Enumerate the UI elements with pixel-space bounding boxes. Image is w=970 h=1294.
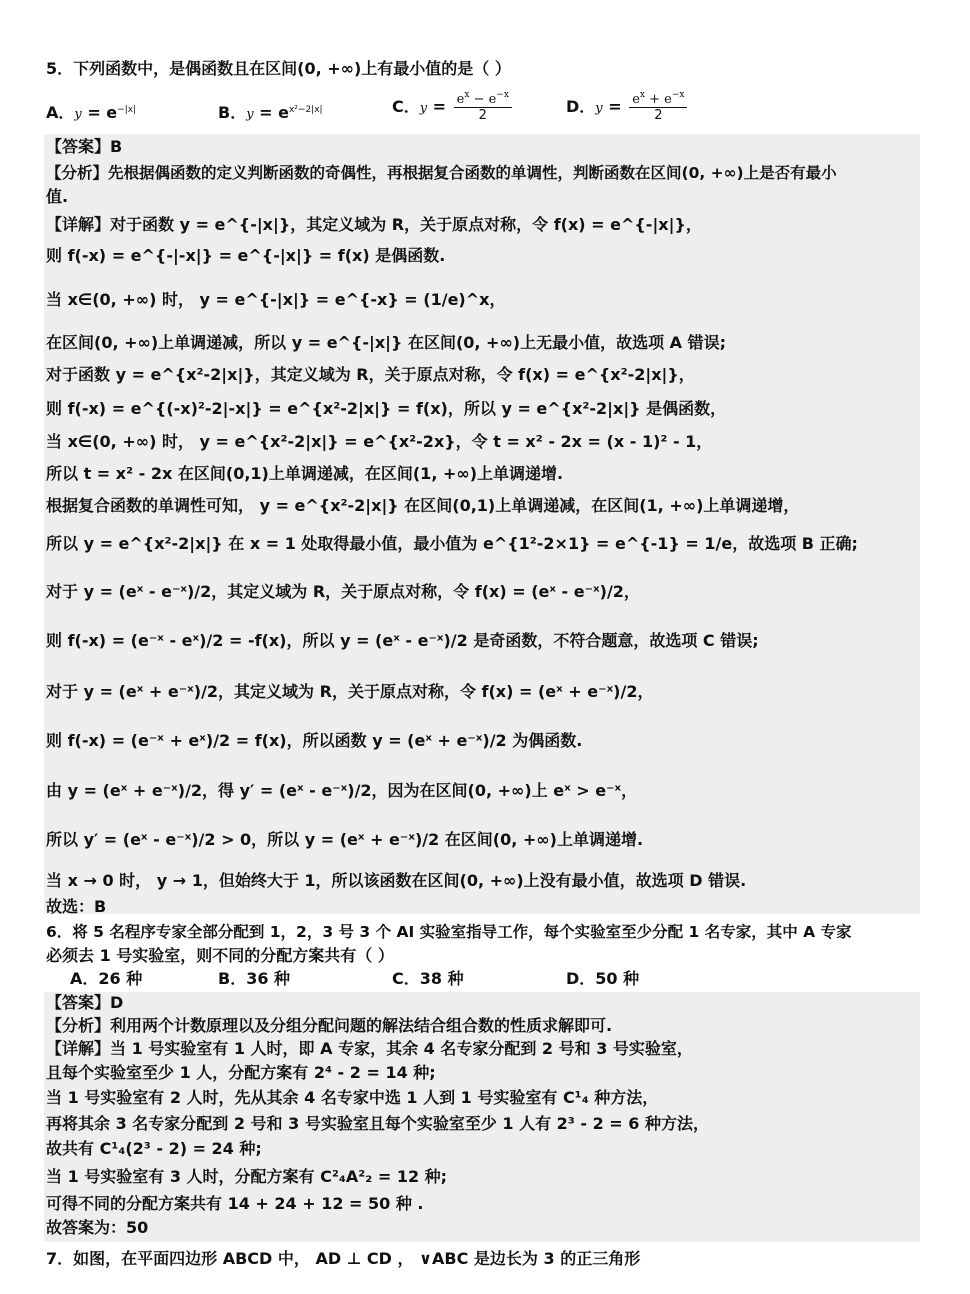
q5-detail-7: 当 x∈(0, +∞) 时， y = e^{x²-2|x|} = e^{x²-2x}，令 t = x² - 2x = (x - 1)² - 1， [46,432,713,451]
q5-detail-12: 则 f(-x) = (e⁻ˣ - eˣ)/2 = -f(x)，所以 y = (eˣ - e⁻ˣ)/2 是奇函数，不符合题意，故选项 C 错误; [46,631,759,650]
q6-option-a: A．26 种 [70,969,143,988]
q6-detail-5: 故共有 C¹₄(2³ - 2) = 24 种; [46,1139,262,1158]
q5-detail-2: 则 f(-x) = e^{-|-x|} = e^{-|x|} = f(x) 是偶函数. [46,246,446,265]
q5-detail-10: 所以 y = e^{x²-2|x|} 在 x = 1 处取得最小值，最小值为 e^{1²-2×1} = e^{-1} = 1/e，故选项 B 正确; [46,534,858,553]
q5-detail-14: 则 f(-x) = (e⁻ˣ + eˣ)/2 = f(x)，所以函数 y = (eˣ + e⁻ˣ)/2 为偶函数. [46,731,583,750]
q5-option-b: B．$y = e^{x^2-2|x|}$ [218,103,323,122]
q5-analysis-cont: 值. [46,187,69,206]
q6-detail-4: 再将其余 3 名专家分配到 2 号和 3 号实验室且每个实验室至少 1 人有 2³ - 2 = 6 种方法， [46,1114,709,1133]
q5-detail-15: 由 y = (eˣ + e⁻ˣ)/2，得 y′ = (eˣ - e⁻ˣ)/2，因为在区间(0, +∞)上 eˣ > e⁻ˣ， [46,781,638,800]
q5-detail-3: 当 x∈(0, +∞) 时， y = e^{-|x|} = e^{-x} = (1/e)^x， [46,290,506,309]
q6-detail-2: 且每个实验室至少 1 人，分配方案有 2⁴ - 2 = 14 种; [46,1063,436,1082]
q5-detail-16: 所以 y′ = (eˣ - e⁻ˣ)/2 > 0，所以 y = (eˣ + e⁻ˣ)/2 在区间(0, +∞)上单调递增. [46,830,644,849]
q5-option-d: D．y = $\frac{e^x + e^{-x}}{2}$ [566,92,689,123]
q5-detail-13: 对于 y = (eˣ + e⁻ˣ)/2，其定义域为 R，关于原点对称，令 f(x) = (eˣ + e⁻ˣ)/2， [46,682,654,701]
q5-final: 故选：B [46,897,107,916]
q6-detail-6: 当 1 号实验室有 3 人时，分配方案有 C²₄A²₂ = 12 种; [46,1167,448,1186]
q5-detail-5: 对于函数 y = e^{x²-2|x|}，其定义域为 R，关于原点对称，令 f(x) = e^{x²-2|x|}， [46,365,695,384]
q6-option-d: D．50 种 [566,969,640,988]
q5-stem: 5．下列函数中，是偶函数且在区间(0, +∞)上有最小值的是（ ） [46,59,511,78]
page-edge-fade [640,1258,970,1288]
q5-detail-4: 在区间(0, +∞)上单调递减，所以 y = e^{-|x|} 在区间(0, +∞)上无最小值，故选项 A 错误; [46,333,727,352]
q5-detail-17: 当 x → 0 时， y → 1，但始终大于 1，所以该函数在区间(0, +∞)上没有最小值，故选项 D 错误. [46,871,747,890]
q7-stem: 7．如图，在平面四边形 ABCD 中， AD ⊥ CD ， ∨ABC 是边长为 3 的正三角形 [46,1249,641,1268]
q5-detail-8: 所以 t = x² - 2x 在区间(0,1)上单调递减，在区间(1, +∞)上单调递增. [46,464,564,483]
q6-detail-3: 当 1 号实验室有 2 人时，先从其余 4 名专家中选 1 人到 1 号实验室有 C¹₄ 种方法， [46,1088,659,1107]
q6-stem-1: 6．将 5 名程序专家全部分配到 1，2，3 号 3 个 AI 实验室指导工作，每个实验室至少分配 1 名专家，其中 A 专家 [46,923,852,941]
q6-option-c: C．38 种 [392,969,464,988]
q6-option-b: B．36 种 [218,969,291,988]
q5-analysis: 【分析】先根据偶函数的定义判断函数的奇偶性，再根据复合函数的单调性，判断函数在区间(0, +∞)上是否有最小 [46,164,837,182]
q5-answer: 【答案】B [46,137,123,156]
q6-analysis: 【分析】利用两个计数原理以及分组分配问题的解法结合组合数的性质求解即可. [46,1016,613,1035]
q5-detail-6: 则 f(-x) = e^{(-x)²-2|-x|} = e^{x²-2|x|} = f(x)，所以 y = e^{x²-2|x|} 是偶函数， [46,399,727,418]
q5-detail-9: 根据复合函数的单调性可知， y = e^{x²-2|x|} 在区间(0,1)上单调递减，在区间(1, +∞)上单调递增， [46,496,800,515]
q6-detail-1: 【详解】当 1 号实验室有 1 人时，即 A 专家，其余 4 名专家分配到 2 号和 3 号实验室， [46,1039,693,1058]
q5-detail-11: 对于 y = (eˣ - e⁻ˣ)/2，其定义域为 R，关于原点对称，令 f(x) = (eˣ - e⁻ˣ)/2， [46,582,640,601]
q5-option-c: C．y = $\frac{e^x - e^{-x}}{2}$ [392,92,514,123]
q6-answer: 【答案】D [46,993,124,1012]
q6-detail-8: 故答案为：50 [46,1218,149,1237]
q6-stem-2: 必须去 1 号实验室，则不同的分配方案共有（ ） [46,946,394,965]
q6-detail-7: 可得不同的分配方案共有 14 + 24 + 12 = 50 种 . [46,1194,424,1213]
q5-detail-1: 【详解】对于函数 y = e^{-|x|}，其定义域为 R，关于原点对称，令 f(x) = e^{-|x|}， [46,215,702,234]
q5-option-a: A．$y = e^{-|x|}$ [46,103,137,122]
